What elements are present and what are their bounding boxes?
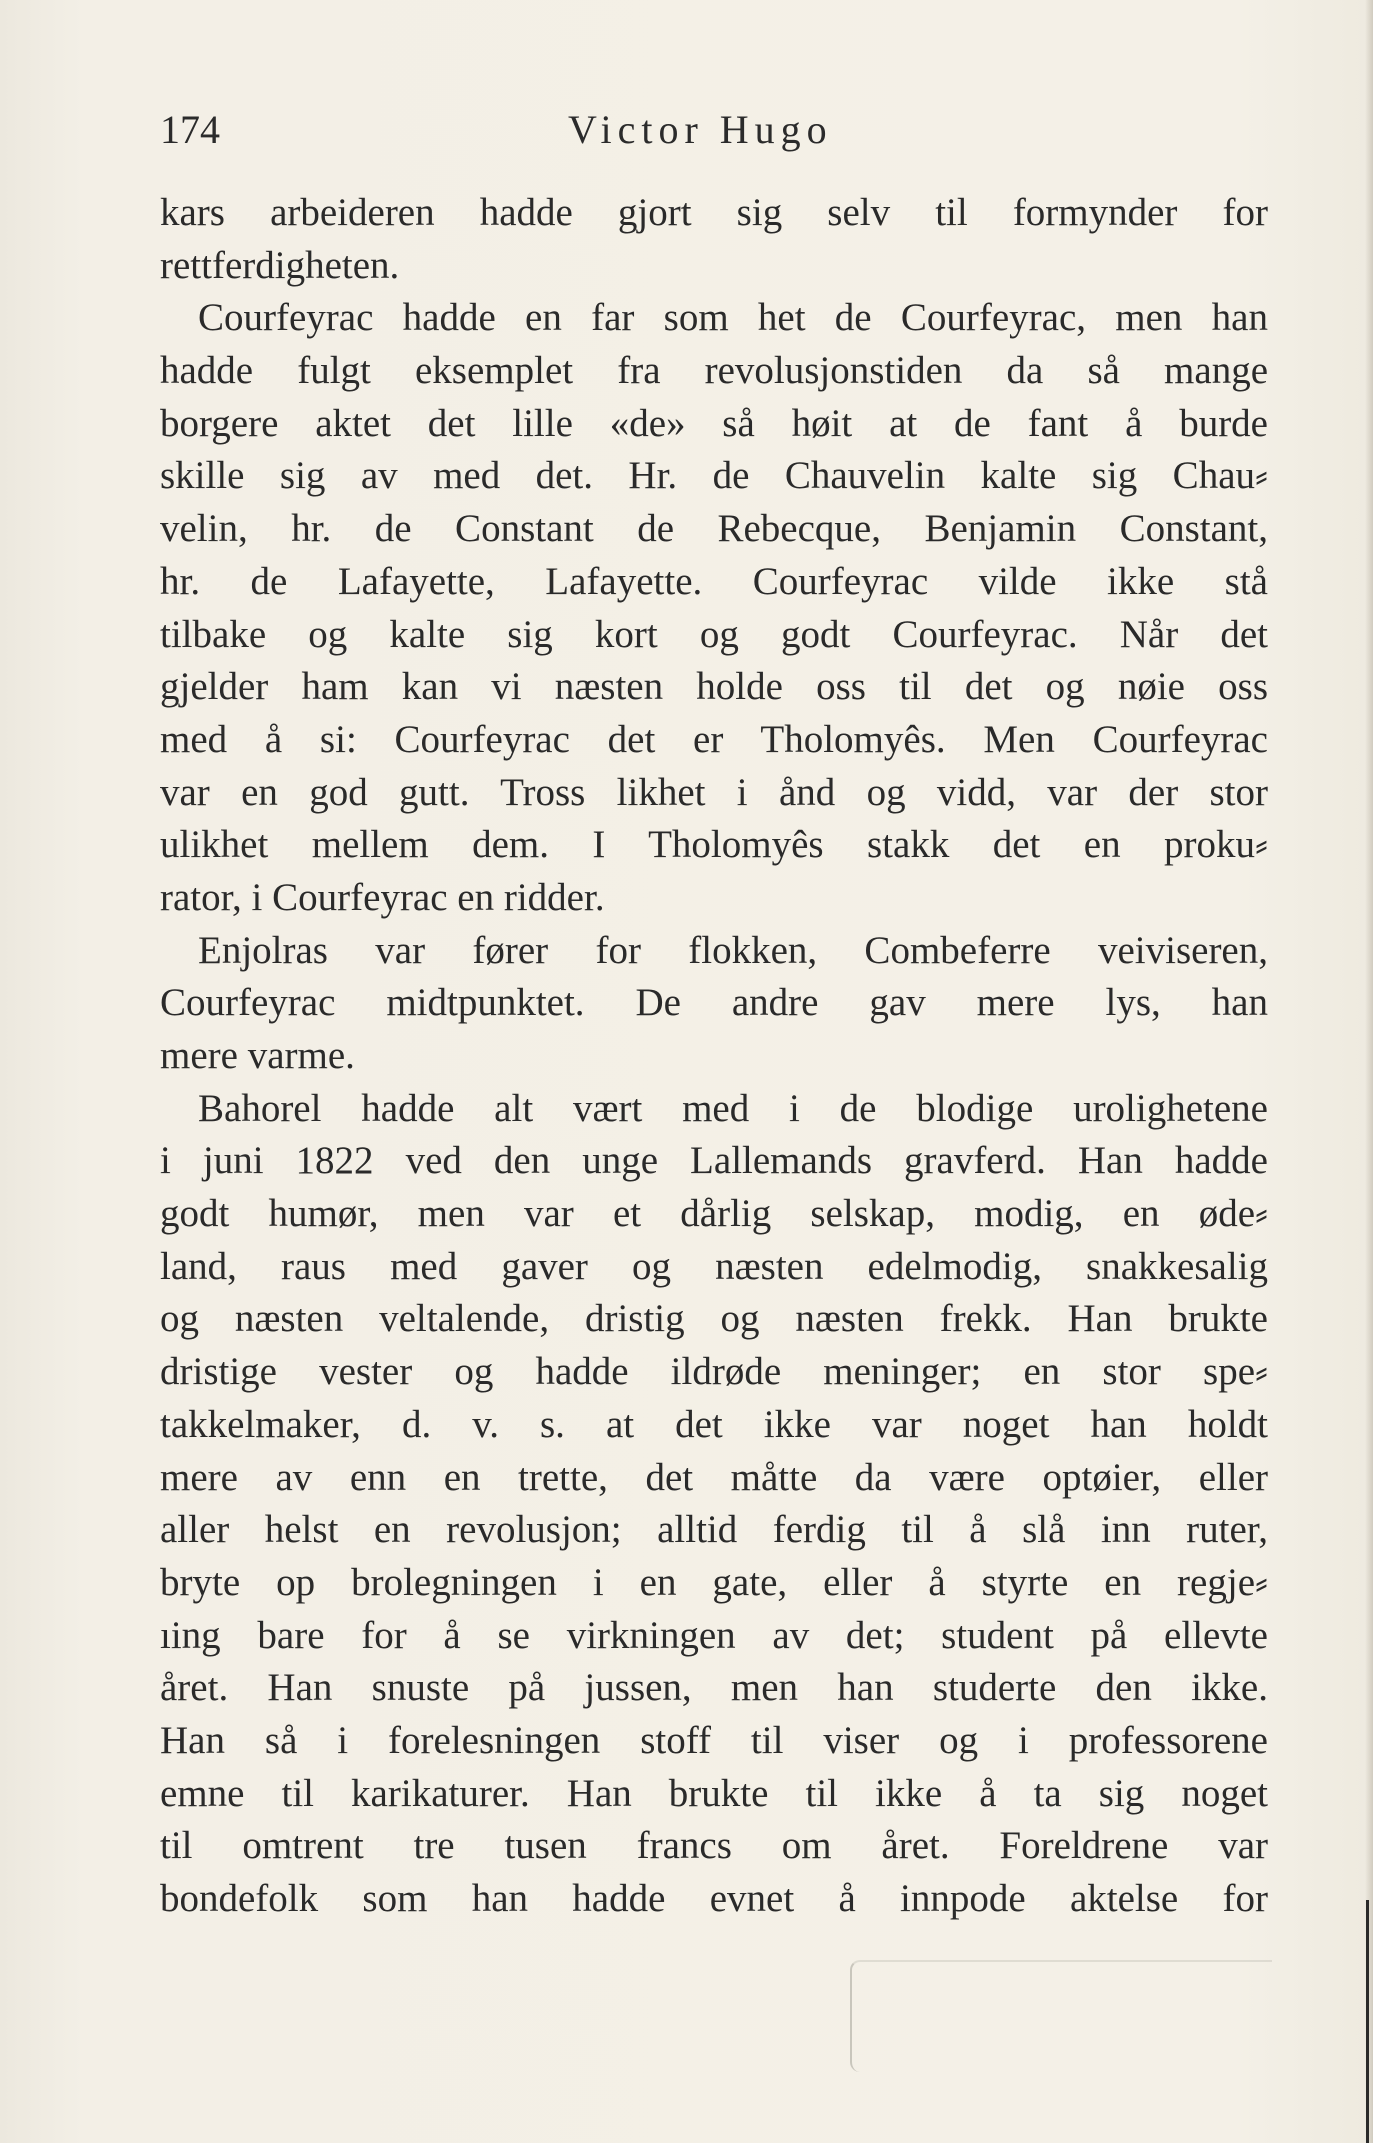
text-line: tilbake og kalte sig kort og godt Courfeyrac. Når det bbox=[160, 612, 1268, 656]
text-line: kars arbeideren hadde gjort sig selv til formynder for bbox=[160, 191, 1268, 234]
text-line: gjelder ham kan vi næsten holde oss til det og nøie oss bbox=[160, 665, 1268, 709]
text-line: rator, i Courfeyrac en ridder. bbox=[160, 875, 605, 919]
text-line: dristige vester og hadde ildrøde meninger; en stor spe⸗ bbox=[160, 1350, 1268, 1394]
text-line: Courfeyrac midtpunktet. De andre gav mere lys, han bbox=[160, 981, 1268, 1025]
text-line: godt humør, men var et dårlig selskap, modig, en øde⸗ bbox=[160, 1192, 1268, 1236]
text-line: hadde fulgt eksemplet fra revolusjonstiden da så mange bbox=[160, 349, 1268, 393]
text-line: med å si: Courfeyrac det er Tholomyês. Men Courfeyrac bbox=[160, 717, 1268, 761]
text-line: emne til karikaturer. Han brukte til ikke å ta sig noget bbox=[160, 1771, 1268, 1815]
running-head: Victor Hugo bbox=[568, 107, 833, 152]
page-edge-shadow bbox=[1365, 0, 1373, 2143]
text-line: i juni 1822 ved den unge Lallemands gravferd. Han hadde bbox=[160, 1139, 1268, 1183]
text-line: velin, hr. de Constant de Rebecque, Benjamin Constant, bbox=[160, 507, 1268, 551]
text-line: Bahorel hadde alt vært med i de blodige urolighetene bbox=[198, 1086, 1268, 1130]
text-line: aller helst en revolusjon; alltid ferdig til å slå inn ruter, bbox=[160, 1508, 1268, 1552]
text-line: året. Han snuste på jussen, men han studerte den ikke. bbox=[160, 1666, 1268, 1710]
text-line: Enjolras var fører for flokken, Combeferre veiviseren, bbox=[198, 928, 1268, 972]
text-line: borgere aktet det lille «de» så høit at de fant å burde bbox=[160, 401, 1268, 445]
page-number: 174 bbox=[160, 107, 220, 152]
text-line: hr. de Lafayette, Lafayette. Courfeyrac vilde ikke stå bbox=[160, 559, 1268, 603]
body-text bbox=[160, 187, 1268, 1926]
text-line: rettferdigheten. bbox=[160, 243, 400, 287]
page-edge-line bbox=[1366, 1900, 1369, 2143]
text-line: Courfeyrac hadde en far som het de Courfeyrac, men han bbox=[198, 296, 1268, 340]
text-line: bondefolk som han hadde evnet å innpode aktelse for bbox=[160, 1877, 1268, 1920]
text-line: var en god gutt. Tross likhet i ånd og vidd, var der stor bbox=[160, 770, 1268, 814]
text-line: til omtrent tre tusen francs om året. Foreldrene var bbox=[160, 1824, 1268, 1868]
paper-smudge bbox=[850, 1960, 1272, 2072]
page-header bbox=[160, 100, 1260, 160]
text-line: takkelmaker, d. v. s. at det ikke var noget han holdt bbox=[160, 1402, 1268, 1446]
text-line: bryte op brolegningen i en gate, eller å styrte en regje⸗ bbox=[160, 1560, 1268, 1604]
text-line: ıing bare for å se virkningen av det; student på ellevte bbox=[160, 1613, 1268, 1657]
text-line: og næsten veltalende, dristig og næsten frekk. Han brukte bbox=[160, 1297, 1268, 1341]
text-line: mere av enn en trette, det måtte da være optøier, eller bbox=[160, 1455, 1268, 1499]
text-line: ulikhet mellem dem. I Tholomyês stakk det en proku⸗ bbox=[160, 823, 1268, 867]
text-line: skille sig av med det. Hr. de Chauvelin kalte sig Chau⸗ bbox=[160, 454, 1268, 498]
text-line: Han så i forelesningen stoff til viser og i professorene bbox=[160, 1718, 1268, 1762]
text-line: mere varme. bbox=[160, 1034, 355, 1077]
text-line: land, raus med gaver og næsten edelmodig, snakkesalig bbox=[160, 1244, 1268, 1288]
